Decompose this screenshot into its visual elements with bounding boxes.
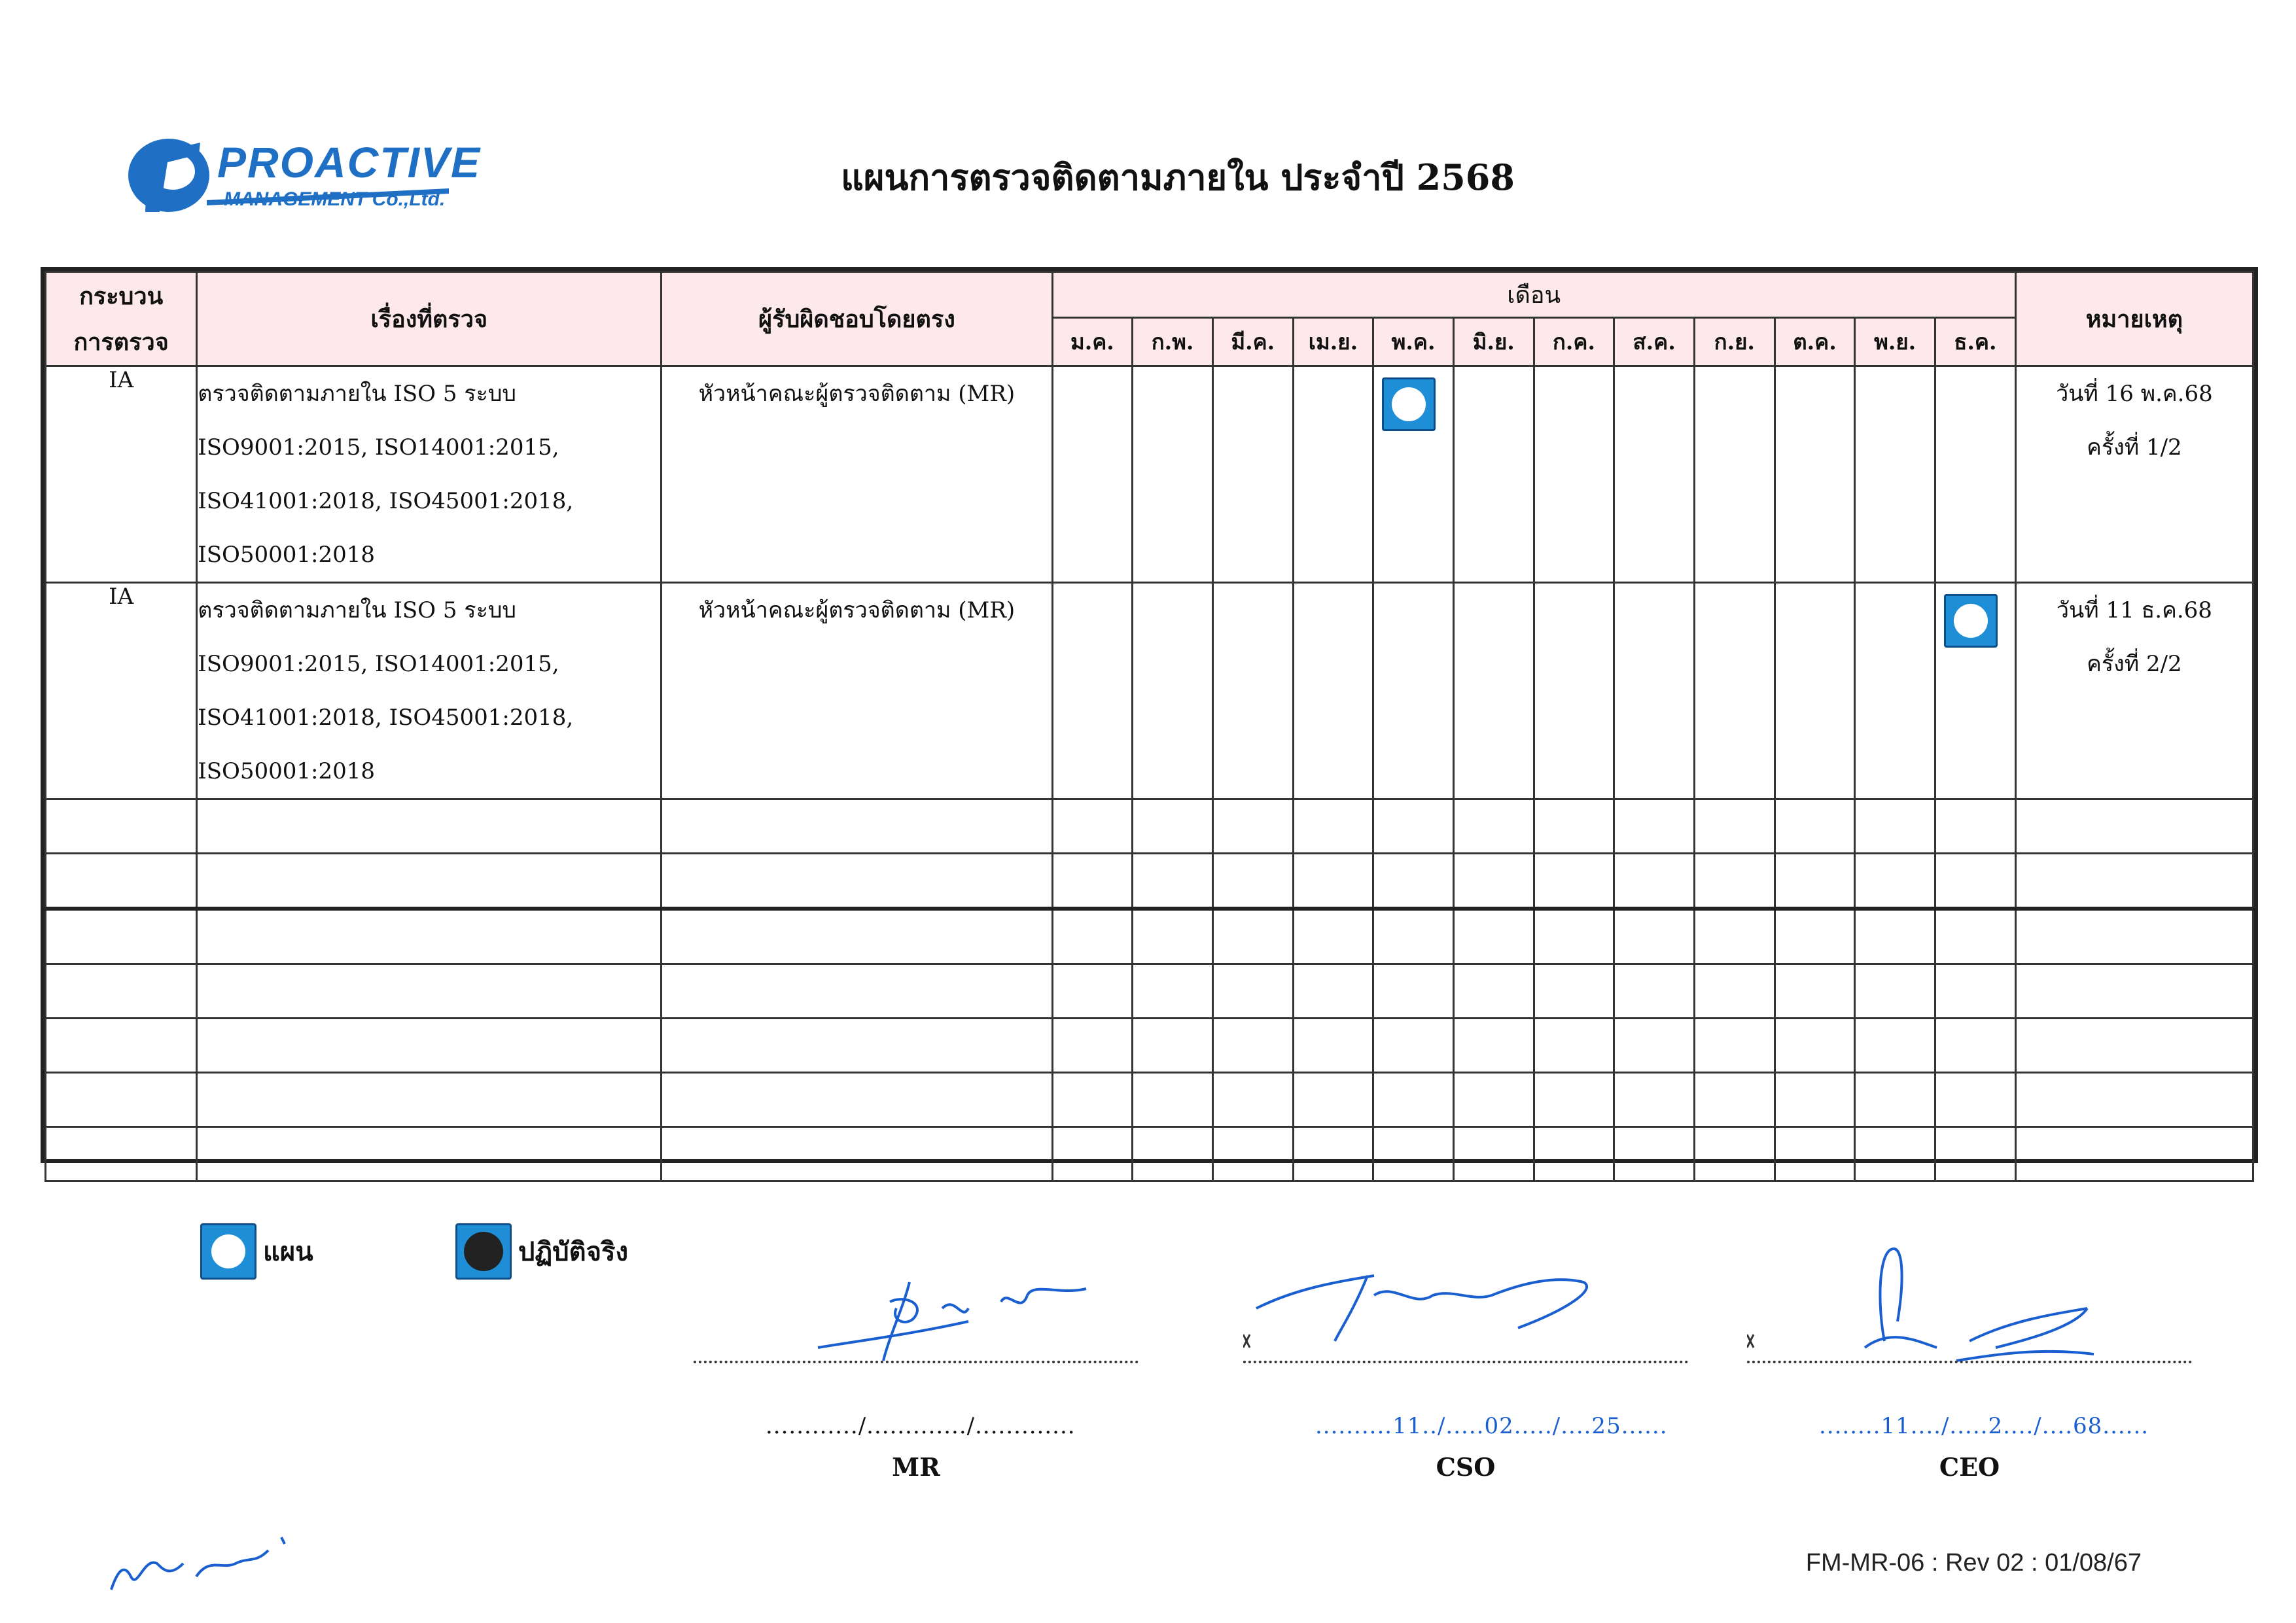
empty-cell — [1534, 799, 1614, 854]
empty-cell — [1775, 1073, 1855, 1127]
empty-cell — [1133, 854, 1213, 909]
signature-block-mr — [694, 1243, 1139, 1482]
header-month: มิ.ย. — [1453, 318, 1534, 366]
header-month: ธ.ค. — [1935, 318, 2015, 366]
empty-cell — [1614, 799, 1695, 854]
legend-plan — [200, 1223, 313, 1280]
empty-cell — [1212, 1019, 1293, 1073]
empty-cell — [2015, 799, 2253, 854]
empty-cell — [1212, 799, 1293, 854]
empty-cell — [1534, 964, 1614, 1019]
legend-actual-label: ปฏิบัติจริง — [518, 1236, 629, 1267]
header-month: ม.ค. — [1052, 318, 1133, 366]
empty-cell — [1052, 964, 1133, 1019]
header-month: พ.ค. — [1373, 318, 1454, 366]
empty-cell — [46, 964, 197, 1019]
topic-line: ISO9001:2015, ISO14001:2015, — [198, 651, 559, 677]
header-topic: เรื่องที่ตรวจ — [197, 272, 662, 366]
cell-month — [1293, 366, 1373, 583]
empty-row — [46, 1019, 2253, 1073]
cell-month — [1453, 366, 1534, 583]
empty-cell — [1855, 964, 1935, 1019]
empty-cell — [662, 964, 1052, 1019]
empty-cell — [1293, 964, 1373, 1019]
cell-topic — [197, 583, 662, 799]
signature-line-cso — [1243, 1361, 1688, 1363]
legend-actual — [455, 1223, 628, 1280]
empty-cell — [1935, 909, 2015, 964]
empty-cell — [1052, 1127, 1133, 1181]
empty-cell — [1293, 1127, 1373, 1181]
empty-cell — [1052, 1019, 1133, 1073]
empty-cell — [1694, 854, 1775, 909]
empty-cell — [1293, 854, 1373, 909]
empty-cell — [1614, 964, 1695, 1019]
cell-process: IA — [46, 583, 197, 799]
note-line: วันที่ 11 ธ.ค.68 — [2056, 597, 2212, 623]
topic-line: ISO41001:2018, ISO45001:2018, — [198, 705, 574, 731]
empty-cell — [2015, 909, 2253, 964]
cell-month — [1855, 366, 1935, 583]
empty-cell — [1052, 799, 1133, 854]
empty-cell — [1534, 909, 1614, 964]
empty-cell — [2015, 964, 2253, 1019]
empty-cell — [1453, 1019, 1534, 1073]
logo-text-proactive: PROACTIVE — [217, 138, 482, 186]
plan-marker-icon — [1382, 377, 1436, 431]
empty-cell — [1453, 854, 1534, 909]
cell-responsible: หัวหน้าคณะผู้ตรวจติดตาม (MR) — [662, 583, 1052, 799]
header-process — [46, 272, 197, 366]
empty-cell — [1855, 909, 1935, 964]
note-line: ครั้งที่ 1/2 — [2087, 434, 2182, 461]
cell-month — [1373, 583, 1454, 799]
handwritten-initials-icon — [98, 1505, 321, 1603]
empty-cell — [1855, 854, 1935, 909]
empty-cell — [1293, 1019, 1373, 1073]
empty-cell — [2015, 854, 2253, 909]
empty-cell — [1133, 1127, 1213, 1181]
empty-cell — [1293, 909, 1373, 964]
header-month: มี.ค. — [1212, 318, 1293, 366]
cell-month — [1052, 366, 1133, 583]
cell-month — [1694, 583, 1775, 799]
empty-cell — [1775, 1127, 1855, 1181]
empty-cell — [662, 1127, 1052, 1181]
empty-cell — [1775, 799, 1855, 854]
topic-line: ISO50001:2018 — [198, 542, 376, 568]
empty-cell — [2015, 1073, 2253, 1127]
topic-line: ตรวจติดตามภายใน ISO 5 ระบบ — [198, 381, 516, 407]
empty-cell — [1614, 1019, 1695, 1073]
empty-cell — [1212, 1073, 1293, 1127]
empty-cell — [1694, 964, 1775, 1019]
empty-cell — [1855, 1127, 1935, 1181]
header-month: ส.ค. — [1614, 318, 1695, 366]
empty-cell — [1373, 854, 1454, 909]
signature-cso-icon — [1243, 1243, 1688, 1374]
empty-cell — [1935, 1073, 2015, 1127]
cell-topic — [197, 366, 662, 583]
empty-cell — [2015, 1019, 2253, 1073]
empty-row — [46, 854, 2253, 909]
signature-line-ceo — [1747, 1361, 2192, 1363]
signature-date-mr: ............/............./............. — [766, 1413, 1076, 1439]
empty-cell — [2015, 1127, 2253, 1181]
empty-cell — [1855, 1073, 1935, 1127]
signature-block-ceo — [1747, 1243, 2192, 1482]
empty-cell — [1534, 854, 1614, 909]
signature-role-mr: MR — [892, 1452, 940, 1482]
empty-cell — [1453, 799, 1534, 854]
empty-cell — [1052, 909, 1133, 964]
empty-cell — [1534, 1019, 1614, 1073]
empty-cell — [1935, 854, 2015, 909]
empty-cell — [197, 1127, 662, 1181]
note-line: ครั้งที่ 2/2 — [2087, 651, 2182, 677]
cell-month — [1212, 583, 1293, 799]
cell-month — [1133, 583, 1213, 799]
empty-cell — [1373, 1073, 1454, 1127]
topic-line: ตรวจติดตามภายใน ISO 5 ระบบ — [198, 597, 516, 623]
empty-cell — [1212, 909, 1293, 964]
empty-cell — [1775, 909, 1855, 964]
empty-cell — [46, 909, 197, 964]
empty-cell — [46, 1073, 197, 1127]
header-month: ก.ค. — [1534, 318, 1614, 366]
empty-cell — [1373, 799, 1454, 854]
cell-month — [1534, 366, 1614, 583]
empty-cell — [662, 1073, 1052, 1127]
header-month: ต.ค. — [1775, 318, 1855, 366]
empty-cell — [1373, 909, 1454, 964]
empty-cell — [197, 964, 662, 1019]
header-note: หมายเหตุ — [2015, 272, 2253, 366]
empty-cell — [1534, 1073, 1614, 1127]
empty-cell — [1453, 909, 1534, 964]
empty-cell — [1614, 1073, 1695, 1127]
header-month: ก.พ. — [1133, 318, 1213, 366]
signature-role-ceo: CEO — [1939, 1452, 2000, 1482]
company-logo — [122, 128, 482, 220]
plan-marker-icon — [200, 1223, 256, 1280]
empty-row — [46, 964, 2253, 1019]
form-code: FM-MR-06 : Rev 02 : 01/08/67 — [1805, 1549, 2142, 1577]
topic-line: ISO50001:2018 — [198, 758, 376, 784]
empty-cell — [197, 1019, 662, 1073]
empty-cell — [1052, 1073, 1133, 1127]
cell-month — [1293, 583, 1373, 799]
header-month: พ.ย. — [1855, 318, 1935, 366]
empty-cell — [1293, 1073, 1373, 1127]
cell-month — [1534, 583, 1614, 799]
signature-ceo-icon — [1747, 1243, 2192, 1374]
cell-month — [1453, 583, 1534, 799]
cell-month — [1212, 366, 1293, 583]
empty-cell — [662, 854, 1052, 909]
empty-cell — [197, 1073, 662, 1127]
empty-row — [46, 1127, 2253, 1181]
cell-process: IA — [46, 366, 197, 583]
empty-cell — [1855, 1019, 1935, 1073]
empty-cell — [1694, 1073, 1775, 1127]
empty-cell — [1133, 799, 1213, 854]
legend-plan-label: แผน — [263, 1236, 313, 1267]
empty-row — [46, 909, 2253, 964]
empty-cell — [1935, 1127, 2015, 1181]
empty-cell — [662, 799, 1052, 854]
header-process-line2: การตรวจ — [73, 328, 169, 356]
empty-cell — [1453, 1127, 1534, 1181]
empty-cell — [46, 1019, 197, 1073]
header-process-line1: กระบวน — [79, 282, 164, 310]
cell-month — [1775, 583, 1855, 799]
empty-cell — [46, 799, 197, 854]
empty-cell — [1293, 799, 1373, 854]
empty-cell — [1694, 1127, 1775, 1181]
cell-month — [1855, 583, 1935, 799]
empty-cell — [1775, 964, 1855, 1019]
cell-month — [1614, 583, 1695, 799]
empty-cell — [1212, 1127, 1293, 1181]
empty-cell — [1133, 909, 1213, 964]
empty-cell — [1534, 1127, 1614, 1181]
cell-month — [1052, 583, 1133, 799]
empty-cell — [1212, 964, 1293, 1019]
empty-cell — [1775, 1019, 1855, 1073]
cell-month — [1775, 366, 1855, 583]
header-month: ก.ย. — [1694, 318, 1775, 366]
empty-cell — [46, 1127, 197, 1181]
empty-cell — [1453, 964, 1534, 1019]
actual-marker-icon — [455, 1223, 512, 1280]
handwritten-initials — [98, 1505, 321, 1603]
empty-cell — [1052, 854, 1133, 909]
empty-row — [46, 1073, 2253, 1127]
empty-cell — [1775, 854, 1855, 909]
empty-cell — [1694, 1019, 1775, 1073]
table-row — [46, 366, 2253, 583]
empty-cell — [662, 1019, 1052, 1073]
signature-mr-icon — [694, 1243, 1139, 1374]
topic-line: ISO41001:2018, ISO45001:2018, — [198, 488, 574, 514]
empty-cell — [1133, 964, 1213, 1019]
cell-month — [1694, 366, 1775, 583]
header-month: เม.ย. — [1293, 318, 1373, 366]
cell-note — [2015, 366, 2253, 583]
empty-cell — [1453, 1073, 1534, 1127]
empty-cell — [1614, 1127, 1695, 1181]
cell-month — [1935, 366, 2015, 583]
empty-cell — [1614, 909, 1695, 964]
empty-cell — [1935, 799, 2015, 854]
note-line: วันที่ 16 พ.ค.68 — [2056, 381, 2213, 407]
cell-note — [2015, 583, 2253, 799]
empty-cell — [662, 909, 1052, 964]
signature-line-mr — [694, 1361, 1139, 1363]
signature-date-cso: ..........11../.....02...../....25...... — [1315, 1413, 1668, 1439]
empty-cell — [1614, 854, 1695, 909]
empty-cell — [1133, 1019, 1213, 1073]
empty-cell — [197, 854, 662, 909]
logo-text-management: MANAGEMENT Co.,Ltd. — [224, 188, 446, 210]
empty-cell — [1694, 799, 1775, 854]
empty-cell — [1935, 964, 2015, 1019]
audit-plan-table — [44, 271, 2254, 1182]
plan-marker-icon — [1944, 594, 1998, 648]
empty-cell — [197, 799, 662, 854]
topic-line: ISO9001:2015, ISO14001:2015, — [198, 434, 559, 461]
empty-cell — [197, 909, 662, 964]
cell-month — [1373, 366, 1454, 583]
cell-month — [1935, 583, 2015, 799]
empty-cell — [1373, 1019, 1454, 1073]
empty-cell — [1855, 799, 1935, 854]
empty-cell — [46, 854, 197, 909]
cell-responsible: หัวหน้าคณะผู้ตรวจติดตาม (MR) — [662, 366, 1052, 583]
signature-block-cso — [1243, 1243, 1688, 1482]
audit-plan-table-frame — [41, 267, 2258, 1163]
empty-row — [46, 799, 2253, 854]
cell-month — [1614, 366, 1695, 583]
cell-month — [1133, 366, 1213, 583]
table-row — [46, 583, 2253, 799]
header-responsible: ผู้รับผิดชอบโดยตรง — [662, 272, 1052, 366]
empty-cell — [1212, 854, 1293, 909]
page-title: แผนการตรวจติดตามภายใน ประจำปี 2568 — [841, 156, 1515, 198]
signature-role-cso: CSO — [1436, 1452, 1496, 1482]
header-month-group: เดือน — [1052, 272, 2015, 318]
empty-cell — [1935, 1019, 2015, 1073]
signature-date-ceo: ........11..../.....2..../....68...... — [1819, 1413, 2149, 1439]
empty-cell — [1694, 909, 1775, 964]
empty-cell — [1373, 1127, 1454, 1181]
empty-cell — [1373, 964, 1454, 1019]
empty-cell — [1133, 1073, 1213, 1127]
